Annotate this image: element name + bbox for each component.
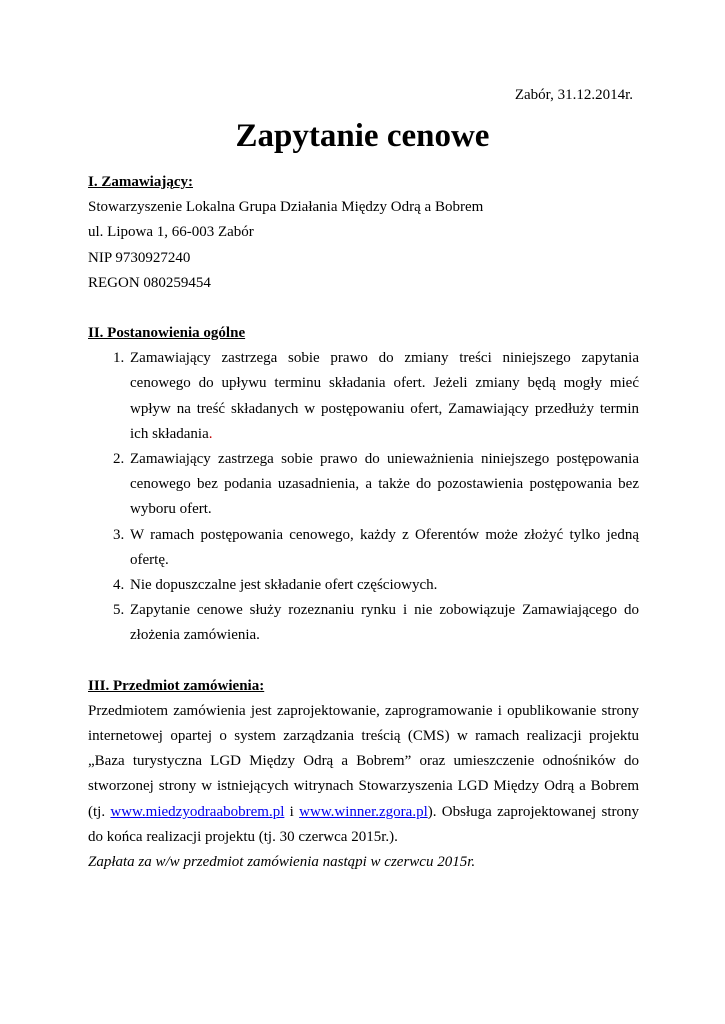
spacer: [88, 296, 639, 321]
spacer: [88, 649, 639, 674]
document-title: Zapytanie cenowe: [235, 118, 490, 154]
section-1-heading: I. Zamawiający:: [88, 174, 193, 190]
org-nip: NIP 9730927240: [88, 249, 191, 266]
subject-text: Przedmiotem zamówienia jest zaprojektowanie, zaprogramowanie i opublikowanie strony internetowej opartej o system zarządzania treścią (CMS) w ramach realizacji projektu „Baza turystyczna LGD Między Odrą a Bobrem” oraz umieszczenie odnośników do stworzonej strony w istniejących witrynach Stowarzyszenia LGD Między Odrą a Bobrem (tj.: [88, 702, 639, 820]
subject-conjunction: i: [284, 803, 300, 820]
subject-text-end: ). Obsługa zaprojektowanej strony do końca realizacji projektu (tj. 30 czerwca 2015r.).: [88, 803, 639, 845]
provision-item-1-period: .: [208, 425, 213, 442]
link-miedzyodraabobrem[interactable]: www.miedzyodraabobrem.pl: [110, 803, 285, 820]
section-2-heading: II. Postanowienia ogólne: [88, 325, 246, 342]
document-date: Zabór, 31.12.2014r.: [514, 87, 633, 103]
org-regon: REGON 080259454: [88, 274, 211, 291]
provision-item-1: [128, 346, 639, 447]
provision-item-2: 2. Zamawiający zastrzega sobie prawo do unieważnienia niniejszego postępowania cenowego bez podania uzasadnienia, a także do pozostawienia postępowania bez wyboru ofert.: [128, 447, 639, 523]
document-body: [88, 170, 639, 875]
provisions-list: [88, 346, 639, 648]
payment-note: Zapłata za w/w przedmiot zamówienia nastąpi w czerwcu 2015r.: [88, 854, 476, 871]
org-address: ul. Lipowa 1, 66-003 Zabór: [88, 224, 254, 241]
section-3-heading: III. Przedmiot zamówienia:: [88, 677, 265, 694]
provision-item-1-text: Zamawiający zastrzega sobie prawo do zmiany treści niniejszego zapytania cenowego do upływu terminu składania ofert. Jeżeli zmiany będą mogły mieć wpływ na treść składanych w postępowaniu ofert, Zamawiający przedłuży termin ich składania: [130, 350, 639, 442]
link-winner-zgora[interactable]: www.winner.zgora.pl: [299, 803, 428, 820]
provision-item-4: 4. Nie dopuszczalne jest składanie ofert częściowych.: [128, 573, 639, 598]
provision-item-5: 5. Zapytanie cenowe służy rozeznaniu rynku i nie zobowiązuje Zamawiającego do złożenia zamówienia.: [128, 598, 639, 648]
subject-paragraph: [88, 699, 639, 850]
org-name: Stowarzyszenie Lokalna Grupa Działania Między Odrą a Bobrem: [88, 199, 484, 216]
provision-item-3: 3. W ramach postępowania cenowego, każdy z Oferentów może złożyć tylko jedną ofertę.: [128, 523, 639, 573]
